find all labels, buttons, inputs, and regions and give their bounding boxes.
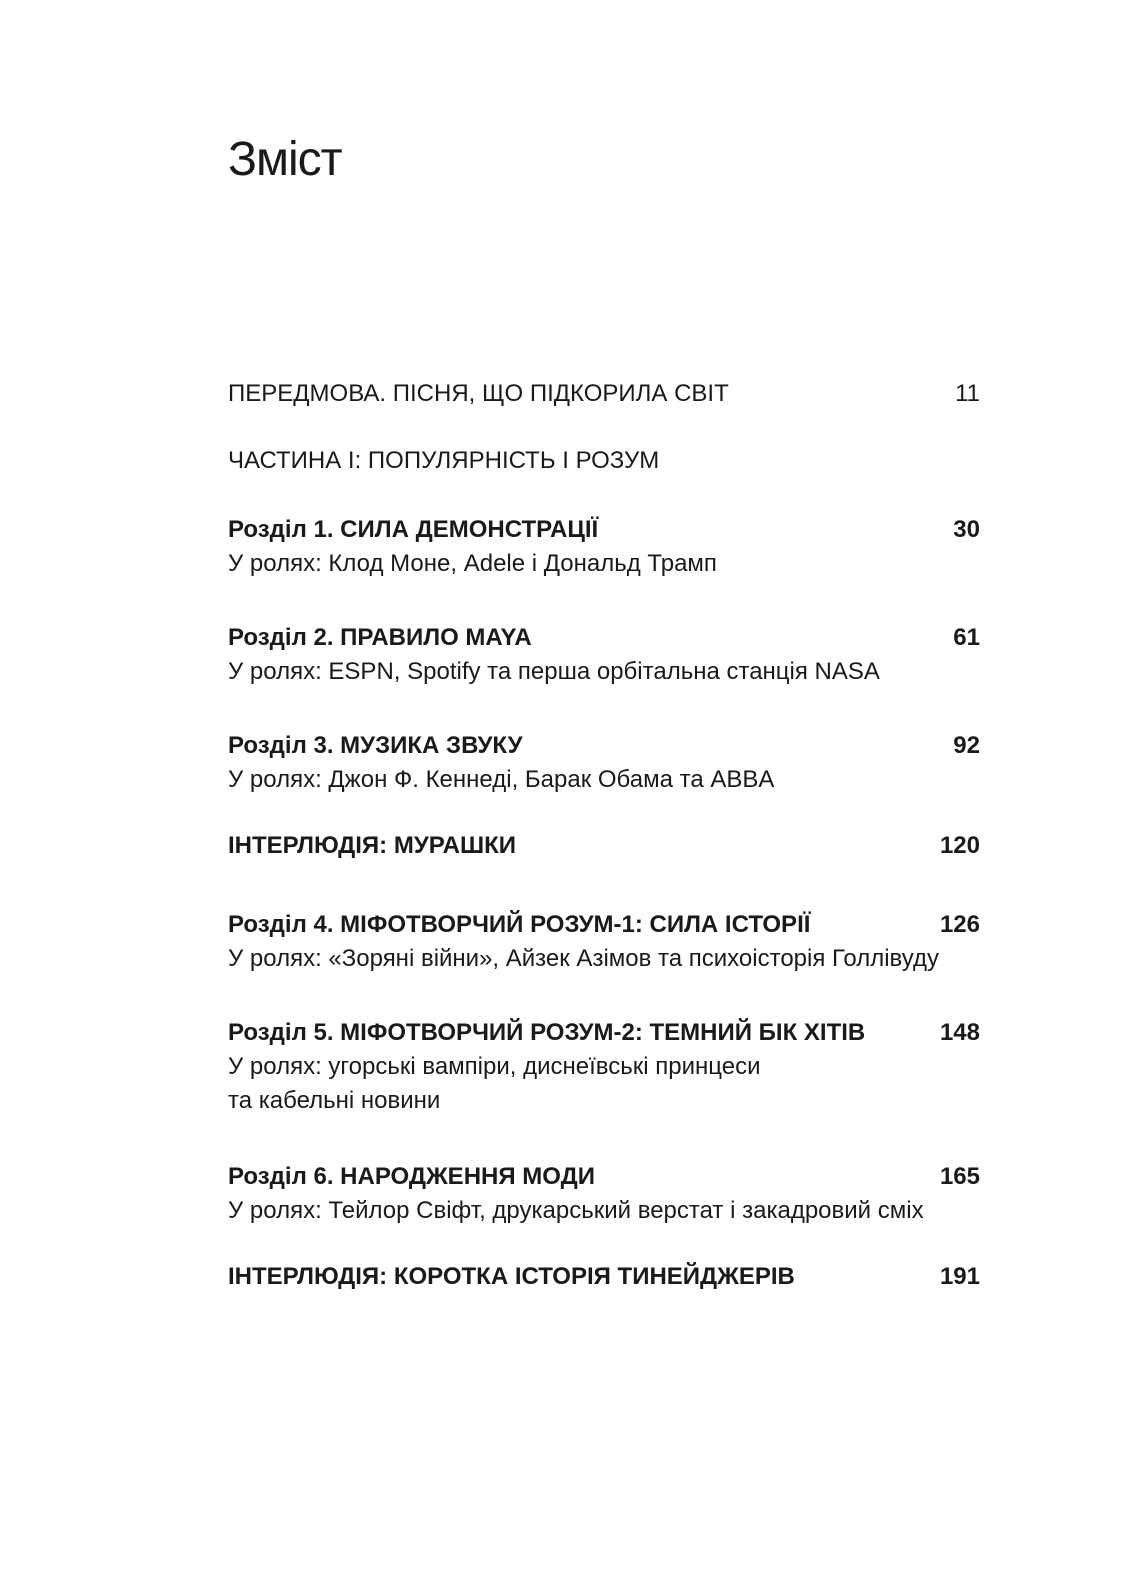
toc-entry-subtitle: У ролях: «Зоряні війни», Айзек Азімов та психоісторія Голлівуду bbox=[228, 945, 939, 972]
toc-entry-line bbox=[228, 1160, 980, 1194]
toc-entry-title: ІНТЕРЛЮДІЯ: КОРОТКА ІСТОРІЯ ТИНЕЙДЖЕРІВ bbox=[228, 1263, 795, 1290]
toc-entry-subtitle: У ролях: угорські вампіри, диснеївські принцеси bbox=[228, 1053, 761, 1080]
toc-entry-title: ІНТЕРЛЮДІЯ: МУРАШКИ bbox=[228, 832, 516, 859]
toc-entry-title: ЧАСТИНА І: ПОПУЛЯРНІСТЬ І РОЗУМ bbox=[228, 447, 660, 474]
toc-entry-interlude-1[interactable] bbox=[228, 829, 980, 863]
toc-entry-line bbox=[228, 1260, 980, 1294]
page-title: Зміст bbox=[228, 133, 342, 186]
toc-entry-title: Розділ 6. НАРОДЖЕННЯ МОДИ bbox=[228, 1163, 595, 1190]
toc-entry-page: 30 bbox=[953, 516, 980, 543]
toc-entry-line bbox=[228, 1016, 980, 1050]
toc-entry-title: Розділ 4. МІФОТВОРЧИЙ РОЗУМ-1: СИЛА ІСТОРІЇ bbox=[228, 911, 811, 938]
toc-entry-page: 126 bbox=[939, 911, 980, 938]
toc-entry-preface[interactable] bbox=[228, 377, 980, 411]
toc-entry-chapter-5[interactable] bbox=[228, 1016, 980, 1118]
toc-entry-subtitle: У ролях: Клод Моне, Adele і Дональд Трамп bbox=[228, 550, 717, 577]
toc-entry-part-1[interactable] bbox=[228, 444, 980, 478]
toc-entry-line bbox=[228, 829, 980, 863]
toc-entry-chapter-3[interactable] bbox=[228, 729, 980, 797]
toc-entry-page: 11 bbox=[955, 380, 980, 407]
toc-entry-title: Розділ 2. ПРАВИЛО MAYA bbox=[228, 624, 532, 651]
toc-entry-subtitle: У ролях: Тейлор Свіфт, друкарський верстат і закадровий сміх bbox=[228, 1197, 924, 1224]
toc-entry-page: 120 bbox=[939, 832, 980, 859]
toc-entry-line bbox=[228, 729, 980, 763]
toc-entry-title: Розділ 5. МІФОТВОРЧИЙ РОЗУМ-2: ТЕМНИЙ БІК ХІТІВ bbox=[228, 1019, 866, 1046]
toc-entry-line bbox=[228, 621, 980, 655]
toc-entry-chapter-2[interactable] bbox=[228, 621, 980, 689]
toc-entry-title: ПЕРЕДМОВА. ПІСНЯ, ЩО ПІДКОРИЛА СВІТ bbox=[228, 380, 729, 407]
toc-entry-chapter-6[interactable] bbox=[228, 1160, 980, 1228]
toc-entry-line bbox=[228, 908, 980, 942]
toc-entry-page: 165 bbox=[939, 1163, 980, 1190]
toc-entry-page: 61 bbox=[953, 624, 980, 651]
toc-entry-subtitle: У ролях: ESPN, Spotify та перша орбітальна станція NASA bbox=[228, 658, 880, 685]
toc-entry-subtitle-continuation: та кабельні новини bbox=[228, 1087, 441, 1114]
toc-entry-interlude-2[interactable] bbox=[228, 1260, 980, 1294]
toc-entry-title: Розділ 1. СИЛА ДЕМОНСТРАЦІЇ bbox=[228, 516, 599, 543]
toc-entry-chapter-4[interactable] bbox=[228, 908, 980, 976]
toc-entry-page: 191 bbox=[939, 1263, 980, 1290]
toc-entry-page: 92 bbox=[953, 732, 980, 759]
toc-entry-line bbox=[228, 513, 980, 547]
toc-entry-line bbox=[228, 444, 980, 478]
toc-entry-line bbox=[228, 377, 980, 411]
toc-entry-subtitle: У ролях: Джон Ф. Кеннеді, Барак Обама та ABBA bbox=[228, 766, 775, 793]
toc-entry-title: Розділ 3. МУЗИКА ЗВУКУ bbox=[228, 732, 523, 759]
toc-entry-page: 148 bbox=[939, 1019, 980, 1046]
toc-entry-chapter-1[interactable] bbox=[228, 513, 980, 581]
